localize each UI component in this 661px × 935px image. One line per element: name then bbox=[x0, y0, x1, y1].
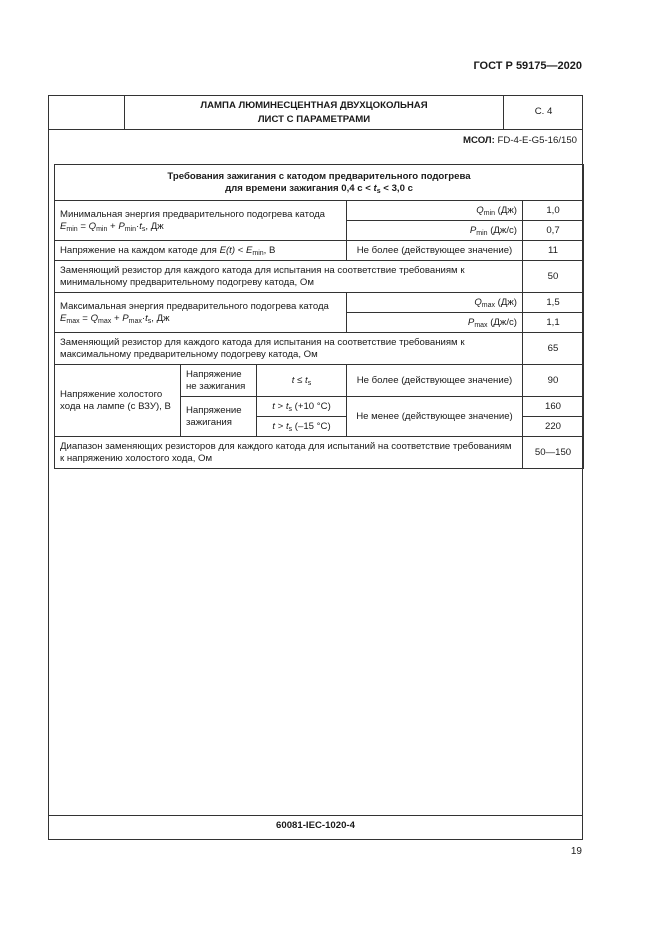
emax-label: Максимальная энергия предварительного подогрева катода $E_{max} = Q_{max} + P_{max}\cdot t_s$, Дж bbox=[55, 293, 347, 333]
ocv-no-ignition-label: Напряжение не зажигания bbox=[181, 365, 257, 397]
table-row bbox=[55, 333, 584, 365]
document-code: ГОСТ Р 59175—2020 bbox=[473, 60, 582, 72]
ocv-no-ignition-limit: Не более (действующее значение) bbox=[347, 365, 523, 397]
sub-res-max-value: 65 bbox=[523, 333, 584, 365]
cathode-voltage-condition: Не более (действующее значение) bbox=[347, 241, 523, 261]
title-block-blank bbox=[48, 95, 125, 129]
emin-p-param: $P_{min}$ (Дж/с) bbox=[347, 221, 523, 241]
emin-label: Минимальная энергия предварительного подогрева катода $E_{min} = Q_{min} + P_{min}\cdot t_s$, Дж bbox=[55, 201, 347, 241]
emin-q-value: 1,0 bbox=[523, 201, 584, 221]
table-row bbox=[55, 241, 584, 261]
table-row bbox=[55, 201, 584, 221]
mcol-line bbox=[380, 135, 577, 146]
ocv-ignition-label: Напряжение зажигания bbox=[181, 397, 257, 437]
emax-p-param: $P_{max}$ (Дж/с) bbox=[347, 313, 523, 333]
emin-p-value: 0,7 bbox=[523, 221, 584, 241]
title-line-2: ЛИСТ С ПАРАМЕТРАМИ bbox=[257, 114, 371, 125]
title-block-name bbox=[125, 95, 504, 129]
sheet-number: С. 4 bbox=[534, 106, 553, 117]
mcol-value: FD-4-E-G5-16/150 bbox=[497, 135, 577, 146]
page-number: 19 bbox=[570, 846, 582, 857]
ocv-ignition-cond-1: $t > t_s$ (+10 °С) bbox=[257, 397, 347, 417]
table-header-row bbox=[55, 165, 584, 201]
res-range-label: Диапазон заменяющих резисторов для каждого катода для испытаний на соответствие требованиям к напряжению холостого хода, Ом bbox=[55, 437, 523, 469]
table-row bbox=[55, 293, 584, 313]
ocv-ignition-value-1: 160 bbox=[523, 397, 584, 417]
table-row bbox=[55, 437, 584, 469]
sub-res-min-value: 50 bbox=[523, 261, 584, 293]
footer-divider bbox=[48, 815, 583, 816]
ocv-no-ignition-condition: $t \le t_s$ bbox=[257, 365, 347, 397]
ocv-ignition-cond-2: $t > t_s$ (–15 °С) bbox=[257, 417, 347, 437]
table-row bbox=[55, 365, 584, 397]
ocv-label: Напряжение холостого хода на лампе (с ВЗУ), В bbox=[55, 365, 181, 437]
cathode-voltage-value: 11 bbox=[523, 241, 584, 261]
table-row bbox=[55, 261, 584, 293]
sub-res-max-label: Заменяющий резистор для каждого катода для испытания на соответствие требованиям к максимальному предварительному подогреву катода, Ом bbox=[55, 333, 523, 365]
ocv-no-ignition-value: 90 bbox=[523, 365, 584, 397]
title-block bbox=[48, 95, 583, 130]
requirements-table bbox=[54, 164, 584, 469]
ocv-ignition-limit: Не менее (действующее значение) bbox=[347, 397, 523, 437]
emax-p-value: 1,1 bbox=[523, 313, 584, 333]
emin-q-param: $Q_{min}$ (Дж) bbox=[347, 201, 523, 221]
emax-q-value: 1,5 bbox=[523, 293, 584, 313]
title-line-1: ЛАМПА ЛЮМИНЕСЦЕНТНАЯ ДВУХЦОКОЛЬНАЯ bbox=[200, 100, 428, 111]
cathode-voltage-label: Напряжение на каждом катоде для $E(t) < E_{min}$, В bbox=[55, 241, 347, 261]
res-range-value: 50—150 bbox=[523, 437, 584, 469]
ocv-ignition-value-2: 220 bbox=[523, 417, 584, 437]
footer-code: 60081-IEC-1020-4 bbox=[276, 820, 355, 831]
mcol-label: МСОЛ: bbox=[463, 135, 495, 146]
emax-q-param: $Q_{max}$ (Дж) bbox=[347, 293, 523, 313]
table-header: Требования зажигания с катодом предварительного подогрева для времени зажигания 0,4 $с < t_s < 3,0$ с bbox=[55, 165, 584, 201]
sub-res-min-label: Заменяющий резистор для каждого катода для испытания на соответствие требованиям к минимальному предварительному подогреву катода, Ом bbox=[55, 261, 523, 293]
